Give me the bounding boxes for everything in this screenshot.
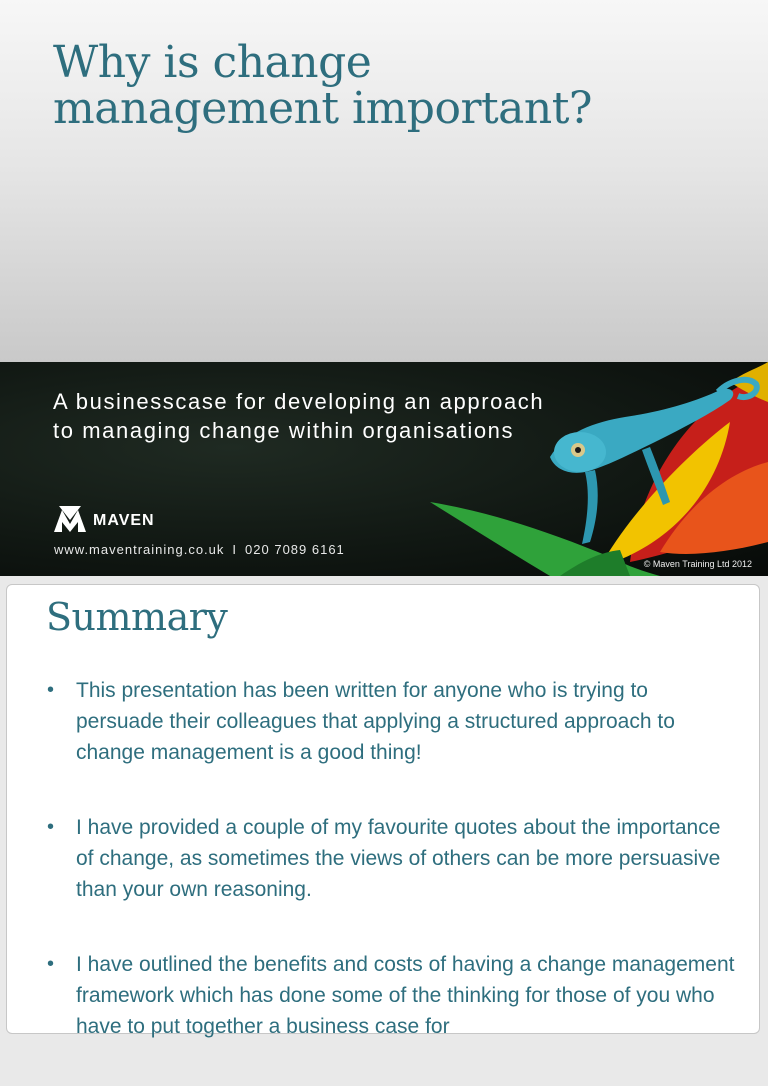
logo-wordmark: MAVEN: [93, 512, 155, 529]
bullet-text: This presentation has been written for anyone who is trying to persuade their colleagues that applying a structured approach to change management is a good thing!: [76, 679, 675, 764]
title-line-2: management important?: [53, 83, 593, 134]
bullet-text: I have provided a couple of my favourite quotes about the importance of change, as sometimes the views of others can be more persuasive than your own reasoning.: [76, 816, 721, 901]
contact-line: [54, 542, 345, 557]
subtitle-line-1: A businesscase for developing an approach: [53, 389, 545, 414]
contact-separator: I: [232, 542, 238, 557]
list-item: [45, 949, 735, 1042]
title-slide-banner: [0, 362, 768, 576]
subtitle-line-2: to managing change within organisations: [53, 418, 515, 443]
phone-number: 020 7089 6161: [245, 542, 345, 557]
page-title: [53, 37, 593, 134]
list-item: [45, 812, 735, 905]
summary-bullet-list: [45, 675, 735, 1086]
title-slide-header: [0, 0, 768, 362]
copyright-notice: © Maven Training Ltd 2012: [643, 559, 752, 569]
bullet-icon: •: [47, 953, 55, 975]
bullet-icon: •: [47, 679, 55, 701]
title-line-1: Why is change: [53, 37, 372, 88]
maven-logo-icon: [54, 506, 86, 532]
bullet-text: I have outlined the benefits and costs of having a change management framework which has done some of the thinking for those of you who have to put together a business case for: [76, 953, 735, 1038]
maven-logo: [54, 506, 155, 532]
summary-heading: Summary: [46, 595, 228, 639]
bullet-icon: •: [47, 816, 55, 838]
chameleon-flower-image: [430, 362, 768, 576]
summary-slide: [6, 584, 760, 1038]
list-item: [45, 675, 735, 768]
website-link[interactable]: www.maventraining.co.uk: [54, 542, 225, 557]
